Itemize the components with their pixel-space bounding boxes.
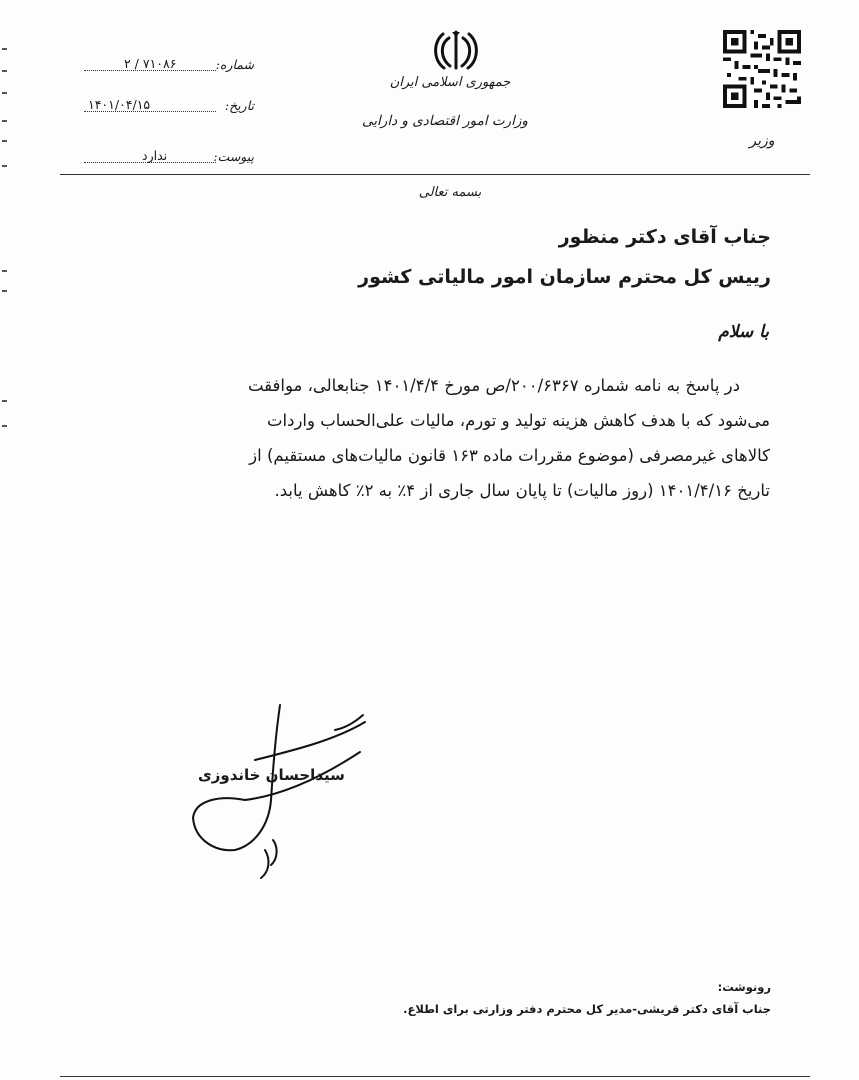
minister-title: وزیر <box>749 133 775 149</box>
addressee-title: رییس کل محترم سازمان امور مالیاتی کشور <box>358 266 771 288</box>
basmala: بسمه تعالی <box>418 185 482 200</box>
addressee-name: جناب آقای دکتر منظور <box>558 226 771 248</box>
greeting: با سلام <box>718 322 769 342</box>
letter-body <box>120 368 770 508</box>
republic-name: جمهوری اسلامی ایران <box>389 75 511 90</box>
letter-number-row <box>84 57 254 79</box>
ministry-name: وزارت امور اقتصادی و دارایی <box>362 113 528 129</box>
letter-attachment-row <box>84 149 254 171</box>
body-line: در پاسخ به نامه شماره ۲۰۰/۶۳۶۷/ص مورخ ۱۴۰۱/۴/۴ جنابعالی، موافقت <box>247 376 740 395</box>
scan-edge-marks <box>0 40 12 440</box>
header-divider <box>60 174 810 175</box>
body-line: کالاهای غیرمصرفی (موضوع مقررات ماده ۱۶۳ قانون مالیات‌های مستقیم) از <box>249 446 770 465</box>
iran-emblem-icon <box>430 28 482 72</box>
body-line: می‌شود که با هدف کاهش هزینه تولید و تورم، مالیات علی‌الحساب واردات <box>266 411 770 430</box>
signer-name: سیداحسان خاندوزی <box>198 766 345 784</box>
letter-attachment-value: ندارد <box>142 148 168 163</box>
cc-label: رونوشت: <box>717 980 771 994</box>
letter-number-value: ۲ / ۷۱۰۸۶ <box>124 56 177 71</box>
handwritten-signature <box>175 700 375 885</box>
letter-date-value: ۱۴۰۱/۰۴/۱۵ <box>88 97 151 112</box>
footer-divider <box>60 1076 810 1077</box>
letter-date-label: تاریخ: <box>224 98 254 113</box>
letter-date-row <box>84 98 254 120</box>
cc-text: جناب آقای دکتر قریشی-مدیر کل محترم دفتر وزارتی برای اطلاع. <box>403 1002 771 1016</box>
letter-attachment-label: پیوست: <box>213 149 254 164</box>
qr-code-icon <box>722 30 802 108</box>
body-line: تاریخ ۱۴۰۱/۴/۱۶ (روز مالیات) تا پایان سال جاری از ۴٪ به ۲٪ کاهش یابد. <box>274 481 770 500</box>
letter-number-label: شماره: <box>215 57 254 72</box>
